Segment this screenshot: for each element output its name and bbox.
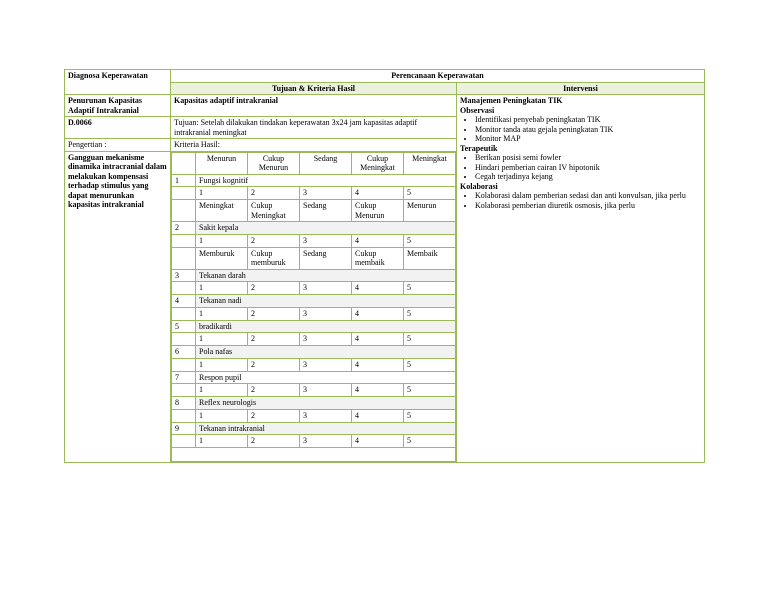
score-row (172, 409, 456, 422)
scale-header: Meningkat (404, 152, 456, 174)
score-row (172, 333, 456, 346)
blank-cell (172, 448, 456, 462)
diagnosis-code: D.0066 (65, 117, 171, 139)
score-cell: 5 (404, 282, 456, 295)
criterion-number: 5 (172, 320, 196, 333)
score-cell: 5 (404, 409, 456, 422)
score-row (172, 282, 456, 295)
criterion-number: 2 (172, 222, 196, 235)
list-item: • Cegah terjadinya kejang (475, 172, 701, 182)
score-cell: 4 (352, 358, 404, 371)
score-cell: 1 (196, 187, 248, 200)
score-cell: 5 (404, 187, 456, 200)
score-cell: 5 (404, 333, 456, 346)
score-row (172, 384, 456, 397)
tujuan-header: Tujuan & Kriteria Hasil (171, 82, 457, 95)
score-cell: 2 (248, 333, 300, 346)
terapeutik-list (460, 153, 701, 182)
score-cell: 5 (404, 384, 456, 397)
criterion-name: Tekanan darah (196, 269, 456, 282)
list-item: • Monitor tanda atau gejala peningkatan TIK (475, 125, 701, 135)
kolaborasi-list (460, 191, 701, 210)
scale-header: Cukup Meningkat (352, 152, 404, 174)
scale-header: Cukup Menurun (248, 152, 300, 174)
score-cell: 2 (248, 282, 300, 295)
score-cell: 1 (196, 234, 248, 247)
score-cell: 5 (404, 435, 456, 448)
blank-cell (172, 384, 196, 397)
score-cell: 1 (196, 435, 248, 448)
blank-cell (172, 234, 196, 247)
blank-cell (172, 307, 196, 320)
criterion-name: Tekanan intrakranial (196, 422, 456, 435)
criterion-row (172, 295, 456, 308)
intervention-cell (457, 95, 705, 463)
scale-header: Menurun (196, 152, 248, 174)
criterion-name: Pola nafas (196, 346, 456, 359)
blank-row (172, 448, 456, 462)
score-row (172, 435, 456, 448)
score-label: Cukup membaik (352, 247, 404, 269)
criterion-row (172, 222, 456, 235)
score-cell: 2 (248, 307, 300, 320)
score-cell: 3 (300, 234, 352, 247)
list-item: • Kolaborasi dalam pemberian sedasi dan anti konvulsan, jika perlu (475, 191, 701, 201)
score-cell: 4 (352, 435, 404, 448)
criterion-number: 7 (172, 371, 196, 384)
scale-header-row (172, 152, 456, 174)
score-label: Sedang (300, 200, 352, 222)
criterion-name: Fungsi kognitif (196, 174, 456, 187)
score-cell: 3 (300, 333, 352, 346)
criterion-row (172, 371, 456, 384)
observasi-label: Observasi (460, 105, 495, 115)
score-row (172, 187, 456, 200)
criterion-row (172, 346, 456, 359)
criteria-cell (171, 151, 457, 463)
criterion-number: 9 (172, 422, 196, 435)
criterion-row (172, 269, 456, 282)
criterion-row (172, 397, 456, 410)
score-cell: 2 (248, 358, 300, 371)
score-cell: 1 (196, 358, 248, 371)
list-item: • Kolaborasi pemberian diuretik osmosis, jika perlu (475, 201, 701, 211)
score-cell: 3 (300, 384, 352, 397)
score-cell: 3 (300, 435, 352, 448)
blank-cell (172, 358, 196, 371)
score-cell: 4 (352, 234, 404, 247)
criterion-name: Sakit kepala (196, 222, 456, 235)
criterion-row (172, 320, 456, 333)
intervensi-header: Intervensi (457, 82, 705, 95)
blank-cell (172, 152, 196, 174)
score-cell: 1 (196, 384, 248, 397)
list-item: • Identifikasi penyebab peningkatan TIK (475, 115, 701, 125)
plan-header: Perencanaan Keperawatan (171, 70, 705, 83)
goal-text: Tujuan: Setelah dilakukan tindakan keperawatan 3x24 jam kapasitas adaptif intrakranial meningkat (171, 117, 457, 139)
score-label: Cukup Menurun (352, 200, 404, 222)
score-label: Membaik (404, 247, 456, 269)
observasi-list (460, 115, 701, 144)
score-cell: 5 (404, 358, 456, 371)
score-cell: 2 (248, 234, 300, 247)
criterion-name: Respon pupil (196, 371, 456, 384)
score-label: Cukup Meningkat (248, 200, 300, 222)
score-cell: 5 (404, 234, 456, 247)
list-item: • Hindari pemberian cairan IV hipotonik (475, 163, 701, 173)
criteria-label: Kriteria Hasil: (171, 139, 457, 152)
outcome-title: Kapasitas adaptif intrakranial (171, 95, 457, 117)
score-cell: 5 (404, 307, 456, 320)
score-cell: 4 (352, 187, 404, 200)
criterion-name: bradikardi (196, 320, 456, 333)
list-item: • Monitor MAP (475, 134, 701, 144)
definition-label: Pengertian : (65, 139, 171, 152)
score-row (172, 234, 456, 247)
score-label: Meningkat (196, 200, 248, 222)
score-cell: 3 (300, 187, 352, 200)
diagnosis-title: Penurunan Kapasitas Adaptif Intrakranial (65, 95, 171, 117)
blank-cell (172, 409, 196, 422)
score-cell: 4 (352, 333, 404, 346)
score-cell: 1 (196, 307, 248, 320)
score-cell: 4 (352, 307, 404, 320)
score-cell: 1 (196, 409, 248, 422)
score-cell: 3 (300, 358, 352, 371)
criterion-name: Tekanan nadi (196, 295, 456, 308)
kolaborasi-label: Kolaborasi (460, 181, 498, 191)
blank-cell (172, 200, 196, 222)
criterion-name: Reflex neurologis (196, 397, 456, 410)
blank-cell (172, 247, 196, 269)
care-plan-table (64, 69, 705, 463)
score-label: Cukup memburuk (248, 247, 300, 269)
score-label: Menurun (404, 200, 456, 222)
score-label: Sedang (300, 247, 352, 269)
score-cell: 4 (352, 282, 404, 295)
criterion-row (172, 174, 456, 187)
scale-header: Sedang (300, 152, 352, 174)
score-cell: 4 (352, 384, 404, 397)
criterion-number: 3 (172, 269, 196, 282)
score-cell: 1 (196, 333, 248, 346)
score-cell: 3 (300, 409, 352, 422)
score-label: Memburuk (196, 247, 248, 269)
score-cell: 1 (196, 282, 248, 295)
list-item: • Berikan posisi semi fowler (475, 153, 701, 163)
terapeutik-label: Terapeutik (460, 143, 498, 153)
score-cell: 4 (352, 409, 404, 422)
score-cell: 2 (248, 409, 300, 422)
score-cell: 2 (248, 187, 300, 200)
diagnosis-header: Diagnosa Keperawatan (65, 70, 171, 95)
score-cell: 3 (300, 282, 352, 295)
score-row (172, 307, 456, 320)
score-cell: 3 (300, 307, 352, 320)
criterion-row (172, 422, 456, 435)
blank-cell (172, 333, 196, 346)
score-cell: 2 (248, 435, 300, 448)
blank-cell (172, 187, 196, 200)
criterion-number: 1 (172, 174, 196, 187)
intervention-title: Manajemen Peningkatan TIK (460, 96, 563, 105)
criterion-number: 4 (172, 295, 196, 308)
criterion-number: 6 (172, 346, 196, 359)
criterion-number: 8 (172, 397, 196, 410)
score-cell: 2 (248, 384, 300, 397)
criteria-table (171, 152, 456, 463)
blank-cell (172, 435, 196, 448)
score-row (172, 358, 456, 371)
score-label-row (172, 247, 456, 269)
definition-text: Gangguan mekanisme dinamika intracranial dalam melakukan kompensasi terhadap stimulus yang dapat menurunkan kapasitas intrakranial (65, 151, 171, 463)
score-label-row (172, 200, 456, 222)
blank-cell (172, 282, 196, 295)
